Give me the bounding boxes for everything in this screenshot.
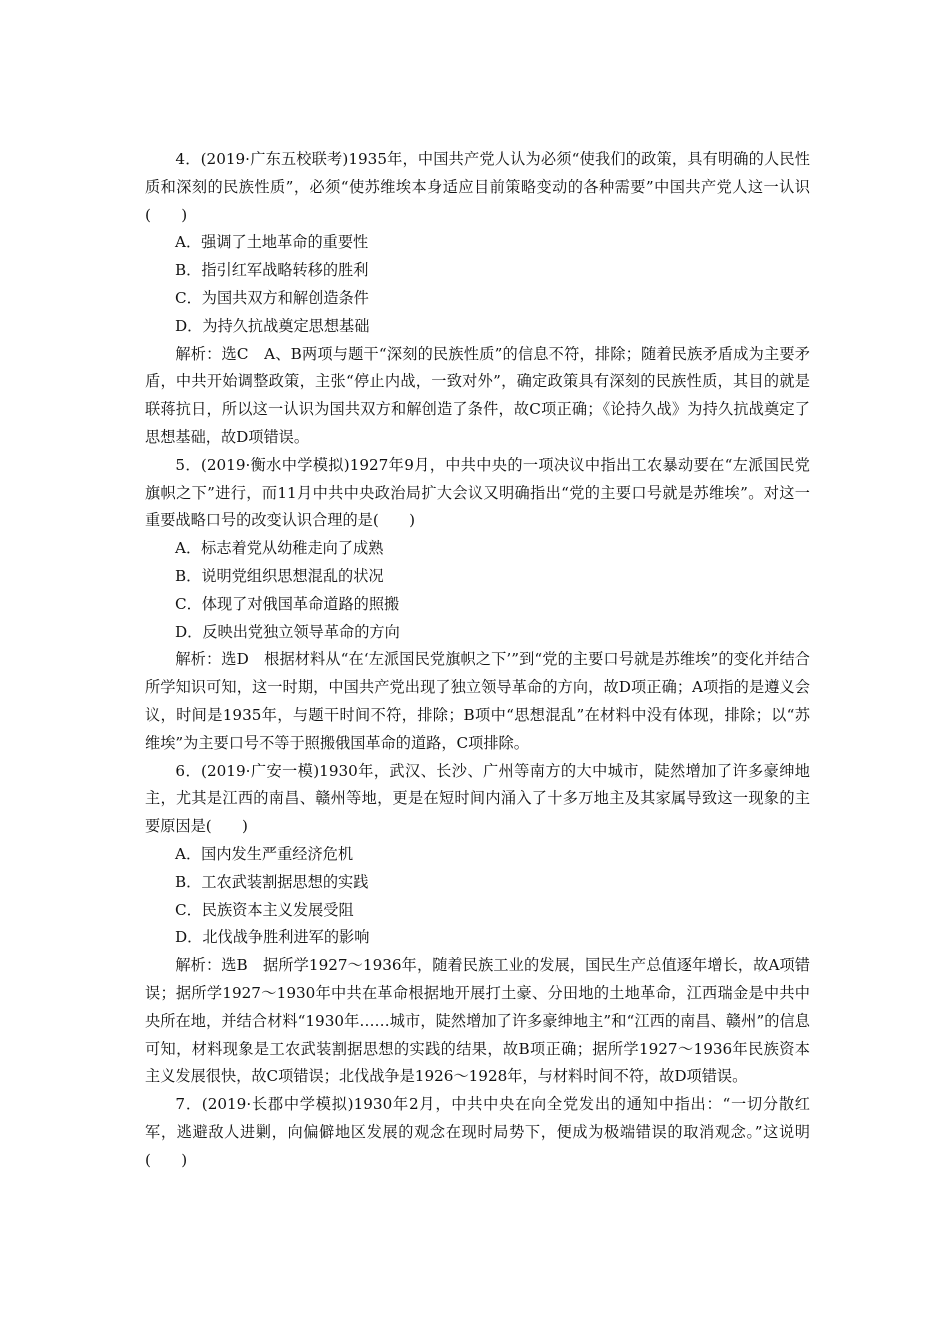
option-c: C．为国共双方和解创造条件	[175, 288, 369, 307]
option-c: C．体现了对俄国革命道路的照搬	[175, 594, 400, 613]
question-stem: 6．(2019·广安一模)1930年，武汉、长沙、广州等南方的大中城市，陡然增加了许多豪绅地主，尤其是江西的南昌、赣州等地，更是在短时间内涌入了十多万地主及其家属导致这一现象的主要原因是( )	[145, 761, 810, 836]
question-5	[145, 452, 810, 758]
option-b: B．指引红军战略转移的胜利	[175, 261, 369, 280]
question-6	[145, 758, 810, 1092]
option-c: C．民族资本主义发展受阻	[175, 900, 354, 919]
option-b: B．说明党组织思想混乱的状况	[175, 566, 384, 585]
analysis: 解析：选B 据所学1927～1936年，随着民族工业的发展，国民生产总值逐年增长，故A项错误；据所学1927～1930年中共在革命根据地开展打土豪、分田地的土地革命，江西瑞金是中共中央所在地，并结合材料“1930年……城市，陡然增加了许多豪绅地主”和“江西的南昌、赣州”的信息可知，材料现象是工农武装割据思想的实践的结果，故B项正确；据所学1927～1936年民族资本主义发展很快，故C项错误；北伐战争是1926～1928年，与材料时间不符，故D项错误。	[145, 956, 810, 1086]
analysis: 解析：选D 根据材料从“在‘左派国民党旗帜之下’”到“党的主要口号就是苏维埃”的变化并结合所学知识可知，这一时期，中国共产党出现了独立领导革命的方向，故D项正确；A项指的是遵义会议，时间是1935年，与题干时间不符，排除；B项中“思想混乱”在材料中没有体现，排除；以“苏维埃”为主要口号不等于照搬俄国革命的道路，C项排除。	[145, 650, 810, 752]
question-stem: 4．(2019·广东五校联考)1935年，中国共产党人认为必须“使我们的政策，具有明确的人民性质和深刻的民族性质”，必须“使苏维埃本身适应目前策略变动的各种需要”中国共产党人这一认识( )	[145, 150, 810, 224]
document-page	[145, 146, 810, 1174]
option-a: A．标志着党从幼稚走向了成熟	[175, 539, 384, 558]
option-b: B．工农武装割据思想的实践	[175, 872, 369, 891]
question-stem: 5．(2019·衡水中学模拟)1927年9月，中共中央的一项决议中指出工农暴动要在“左派国民党旗帜之下”进行，而11月中共中央政治局扩大会议又明确指出“党的主要口号就是苏维埃”。对这一重要战略口号的改变认识合理的是( )	[145, 455, 810, 530]
option-a: A．国内发生严重经济危机	[175, 844, 354, 863]
question-4	[145, 146, 810, 452]
analysis: 解析：选C A、B两项与题干“深刻的民族性质”的信息不符，排除；随着民族矛盾成为主要矛盾，中共开始调整政策，主张“停止内战，一致对外”，确定政策具有深刻的民族性质，其目的就是联蒋抗日，所以这一认识为国共双方和解创造了条件，故C项正确；《论持久战》为持久抗战奠定了思想基础，故D项错误。	[145, 344, 810, 446]
option-a: A．强调了土地革命的重要性	[175, 233, 369, 252]
question-stem: 7．(2019·长郡中学模拟)1930年2月，中共中央在向全党发出的通知中指出：“一切分散红军，逃避敌人进剿，向偏僻地区发展的观念在现时局势下，便成为极端错误的取消观念。”这说明( )	[145, 1095, 810, 1169]
question-7	[145, 1091, 810, 1174]
option-d: D．为持久抗战奠定思想基础	[175, 316, 370, 335]
option-d: D．反映出党独立领导革命的方向	[175, 622, 400, 641]
option-d: D．北伐战争胜利进军的影响	[175, 928, 370, 947]
